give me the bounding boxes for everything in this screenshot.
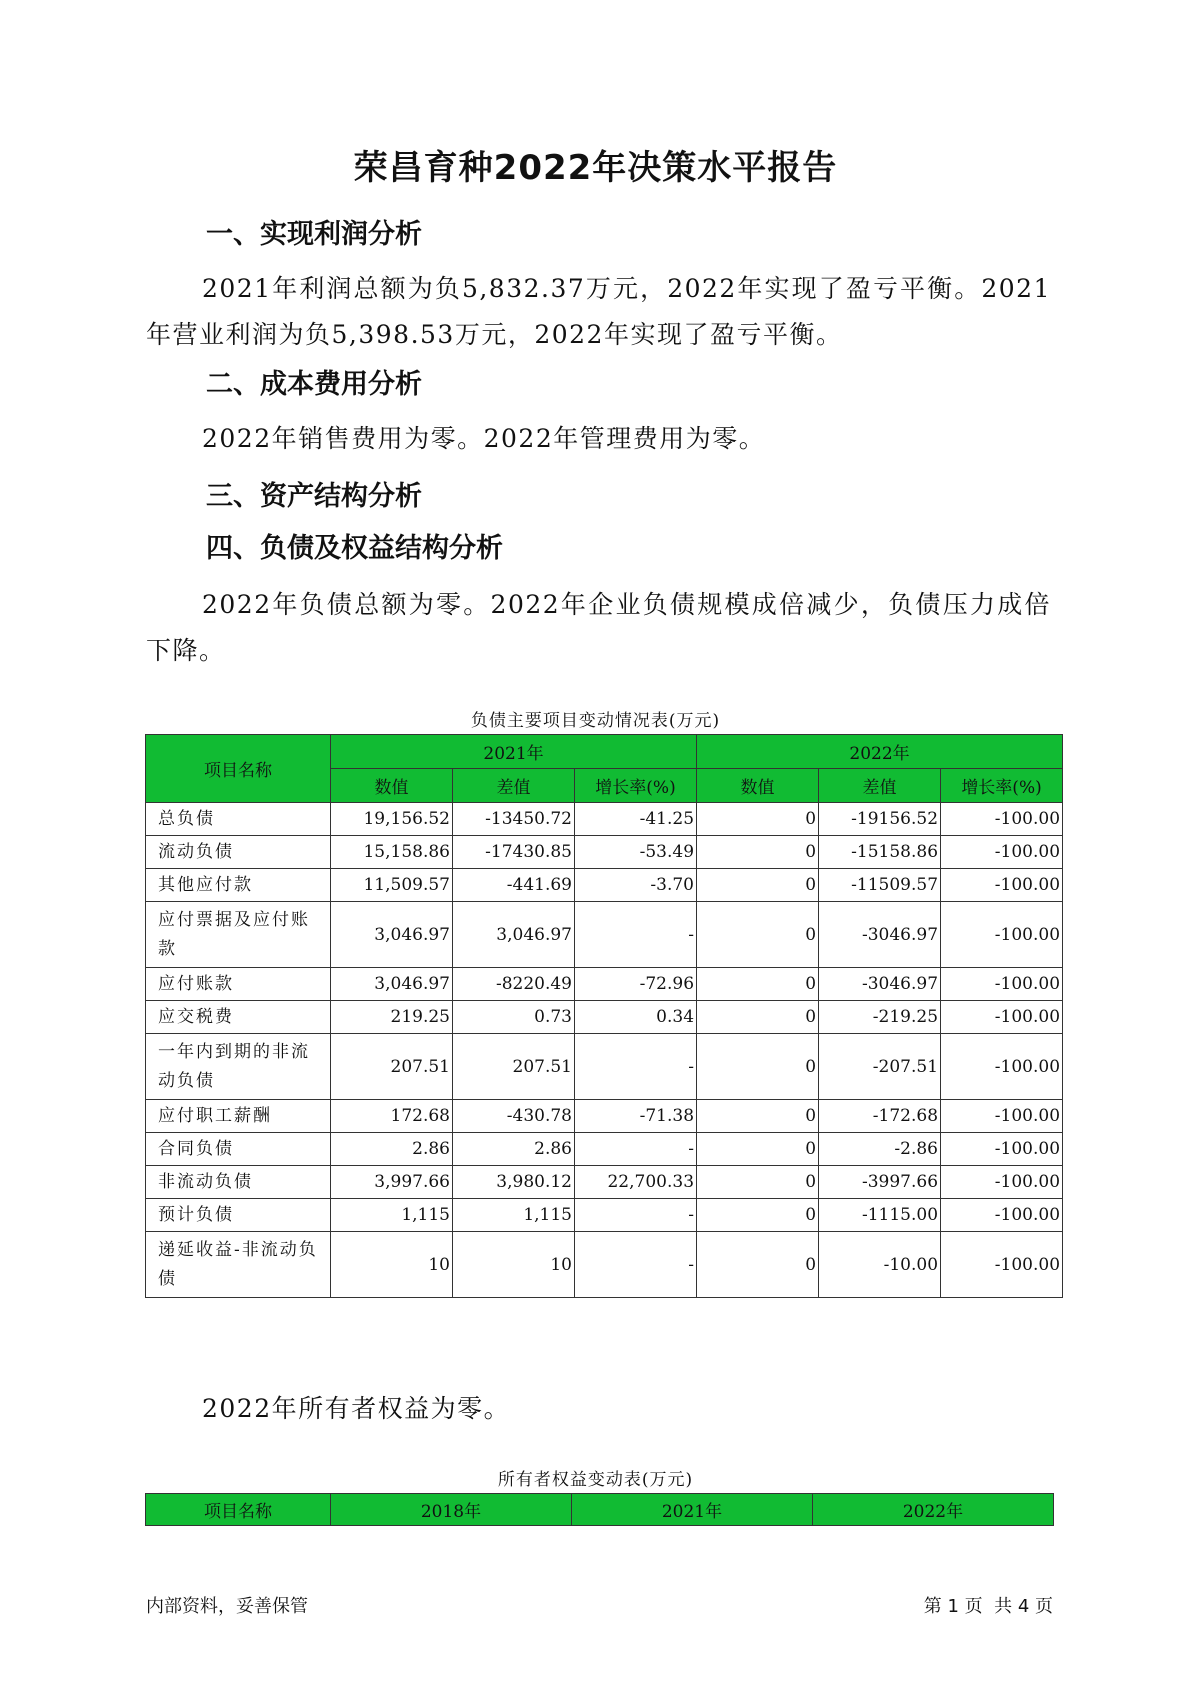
cell-diff-2022: -3046.97	[819, 968, 941, 1001]
cell-value-2022: 0	[697, 1232, 819, 1298]
cell-diff-2021: 1,115	[453, 1199, 575, 1232]
row-name: 应交税费	[146, 1001, 331, 1034]
cell-diff-2022: -3046.97	[819, 902, 941, 968]
page-title: 荣昌育种2022年决策水平报告	[353, 148, 838, 188]
equity-table	[145, 1493, 1054, 1526]
cell-value-2021: 3,046.97	[331, 902, 453, 968]
cell-diff-2022: -1115.00	[819, 1199, 941, 1232]
table-row	[146, 1001, 1063, 1034]
equity-header-2021: 2021年	[572, 1494, 813, 1526]
cell-diff-2022: -172.68	[819, 1100, 941, 1133]
cell-diff-2022: -10.00	[819, 1232, 941, 1298]
cell-diff-2021: -8220.49	[453, 968, 575, 1001]
cost-paragraph: 2022年销售费用为零。2022年管理费用为零。	[202, 424, 766, 453]
cell-value-2021: 207.51	[331, 1034, 453, 1100]
cell-value-2022: 0	[697, 1001, 819, 1034]
row-name: 总负债	[146, 803, 331, 836]
section-heading-liabilities: 四、负债及权益结构分析	[206, 533, 503, 564]
header-year-2022: 2022年	[697, 735, 1063, 769]
cell-growth-2021: -	[575, 902, 697, 968]
cell-value-2021: 10	[331, 1232, 453, 1298]
cell-value-2021: 219.25	[331, 1001, 453, 1034]
cell-value-2021: 172.68	[331, 1100, 453, 1133]
cell-growth-2021: -41.25	[575, 803, 697, 836]
cell-value-2021: 11,509.57	[331, 869, 453, 902]
row-name: 流动负债	[146, 836, 331, 869]
header-diff-2022: 差值	[819, 769, 941, 803]
cell-value-2022: 0	[697, 869, 819, 902]
cell-value-2021: 1,115	[331, 1199, 453, 1232]
cell-value-2022: 0	[697, 1034, 819, 1100]
table-row	[146, 902, 1063, 968]
cell-growth-2021: 22,700.33	[575, 1166, 697, 1199]
cell-diff-2021: 2.86	[453, 1133, 575, 1166]
row-name: 递延收益-非流动负债	[146, 1232, 331, 1298]
liability-table	[145, 734, 1063, 1298]
table-row	[146, 1133, 1063, 1166]
table-row	[146, 1100, 1063, 1133]
cell-growth-2022: -100.00	[941, 1166, 1063, 1199]
header-year-2021: 2021年	[331, 735, 697, 769]
section-heading-assets: 三、资产结构分析	[206, 481, 422, 512]
cell-growth-2021: 0.34	[575, 1001, 697, 1034]
header-growth-2021: 增长率(%)	[575, 769, 697, 803]
cell-growth-2022: -100.00	[941, 1133, 1063, 1166]
cell-value-2022: 0	[697, 836, 819, 869]
cell-diff-2021: 10	[453, 1232, 575, 1298]
cell-diff-2022: -207.51	[819, 1034, 941, 1100]
cell-value-2022: 0	[697, 1199, 819, 1232]
cell-diff-2021: -430.78	[453, 1100, 575, 1133]
cell-growth-2021: -	[575, 1133, 697, 1166]
cell-growth-2021: -71.38	[575, 1100, 697, 1133]
cell-value-2022: 0	[697, 1133, 819, 1166]
table-row	[146, 836, 1063, 869]
cell-growth-2022: -100.00	[941, 1034, 1063, 1100]
header-value-2021: 数值	[331, 769, 453, 803]
table-row	[146, 1166, 1063, 1199]
row-name: 其他应付款	[146, 869, 331, 902]
cell-diff-2022: -15158.86	[819, 836, 941, 869]
table-row	[146, 1232, 1063, 1298]
liability-table-caption: 负债主要项目变动情况表(万元)	[470, 711, 721, 731]
cell-growth-2022: -100.00	[941, 869, 1063, 902]
cell-diff-2021: -13450.72	[453, 803, 575, 836]
row-name: 应付票据及应付账款	[146, 902, 331, 968]
cell-value-2022: 0	[697, 803, 819, 836]
equity-table-caption: 所有者权益变动表(万元)	[497, 1470, 694, 1490]
row-name: 合同负债	[146, 1133, 331, 1166]
row-name: 应付账款	[146, 968, 331, 1001]
cell-diff-2021: -17430.85	[453, 836, 575, 869]
cell-value-2021: 19,156.52	[331, 803, 453, 836]
cell-growth-2022: -100.00	[941, 1199, 1063, 1232]
cell-growth-2022: -100.00	[941, 968, 1063, 1001]
cell-value-2021: 2.86	[331, 1133, 453, 1166]
cell-growth-2021: -72.96	[575, 968, 697, 1001]
header-diff-2021: 差值	[453, 769, 575, 803]
cell-diff-2022: -19156.52	[819, 803, 941, 836]
cell-growth-2022: -100.00	[941, 836, 1063, 869]
row-name: 预计负债	[146, 1199, 331, 1232]
cell-growth-2021: -	[575, 1034, 697, 1100]
cell-diff-2021: 3,046.97	[453, 902, 575, 968]
table-row	[146, 968, 1063, 1001]
cell-value-2022: 0	[697, 1166, 819, 1199]
row-name: 一年内到期的非流动负债	[146, 1034, 331, 1100]
cell-diff-2022: -2.86	[819, 1133, 941, 1166]
table-row	[146, 1199, 1063, 1232]
cell-growth-2022: -100.00	[941, 803, 1063, 836]
cell-growth-2021: -	[575, 1199, 697, 1232]
cell-diff-2021: -441.69	[453, 869, 575, 902]
cell-growth-2022: -100.00	[941, 1001, 1063, 1034]
cell-diff-2022: -11509.57	[819, 869, 941, 902]
cell-value-2022: 0	[697, 902, 819, 968]
cell-value-2022: 0	[697, 968, 819, 1001]
cell-value-2022: 0	[697, 1100, 819, 1133]
cell-diff-2021: 3,980.12	[453, 1166, 575, 1199]
cell-growth-2022: -100.00	[941, 1232, 1063, 1298]
footer-page-number: 第 1 页 共 4 页	[923, 1596, 1053, 1617]
equity-header-2022: 2022年	[813, 1494, 1054, 1526]
cell-diff-2022: -219.25	[819, 1001, 941, 1034]
cell-growth-2022: -100.00	[941, 902, 1063, 968]
table-row	[146, 1034, 1063, 1100]
header-value-2022: 数值	[697, 769, 819, 803]
header-growth-2022: 增长率(%)	[941, 769, 1063, 803]
cell-diff-2021: 207.51	[453, 1034, 575, 1100]
liabilities-paragraph: 2022年负债总额为零。2022年企业负债规模成倍减少，负债压力成倍下降。	[146, 590, 1051, 665]
table-row	[146, 803, 1063, 836]
cell-value-2021: 3,997.66	[331, 1166, 453, 1199]
cell-diff-2021: 0.73	[453, 1001, 575, 1034]
equity-header-2018: 2018年	[331, 1494, 572, 1526]
profit-paragraph: 2021年利润总额为负5,832.37万元，2022年实现了盈亏平衡。2021年营业利润为负5,398.53万元，2022年实现了盈亏平衡。	[146, 274, 1051, 349]
cell-growth-2021: -3.70	[575, 869, 697, 902]
header-item-name: 项目名称	[146, 735, 331, 803]
row-name: 非流动负债	[146, 1166, 331, 1199]
cell-growth-2022: -100.00	[941, 1100, 1063, 1133]
equity-header-item-name: 项目名称	[146, 1494, 331, 1526]
cell-growth-2021: -53.49	[575, 836, 697, 869]
footer-confidential: 内部资料，妥善保管	[146, 1596, 308, 1617]
equity-paragraph: 2022年所有者权益为零。	[202, 1394, 511, 1423]
cell-value-2021: 3,046.97	[331, 968, 453, 1001]
section-heading-cost: 二、成本费用分析	[206, 369, 422, 400]
table-row	[146, 869, 1063, 902]
cell-value-2021: 15,158.86	[331, 836, 453, 869]
section-heading-profit: 一、实现利润分析	[206, 219, 422, 250]
row-name: 应付职工薪酬	[146, 1100, 331, 1133]
cell-diff-2022: -3997.66	[819, 1166, 941, 1199]
cell-growth-2021: -	[575, 1232, 697, 1298]
